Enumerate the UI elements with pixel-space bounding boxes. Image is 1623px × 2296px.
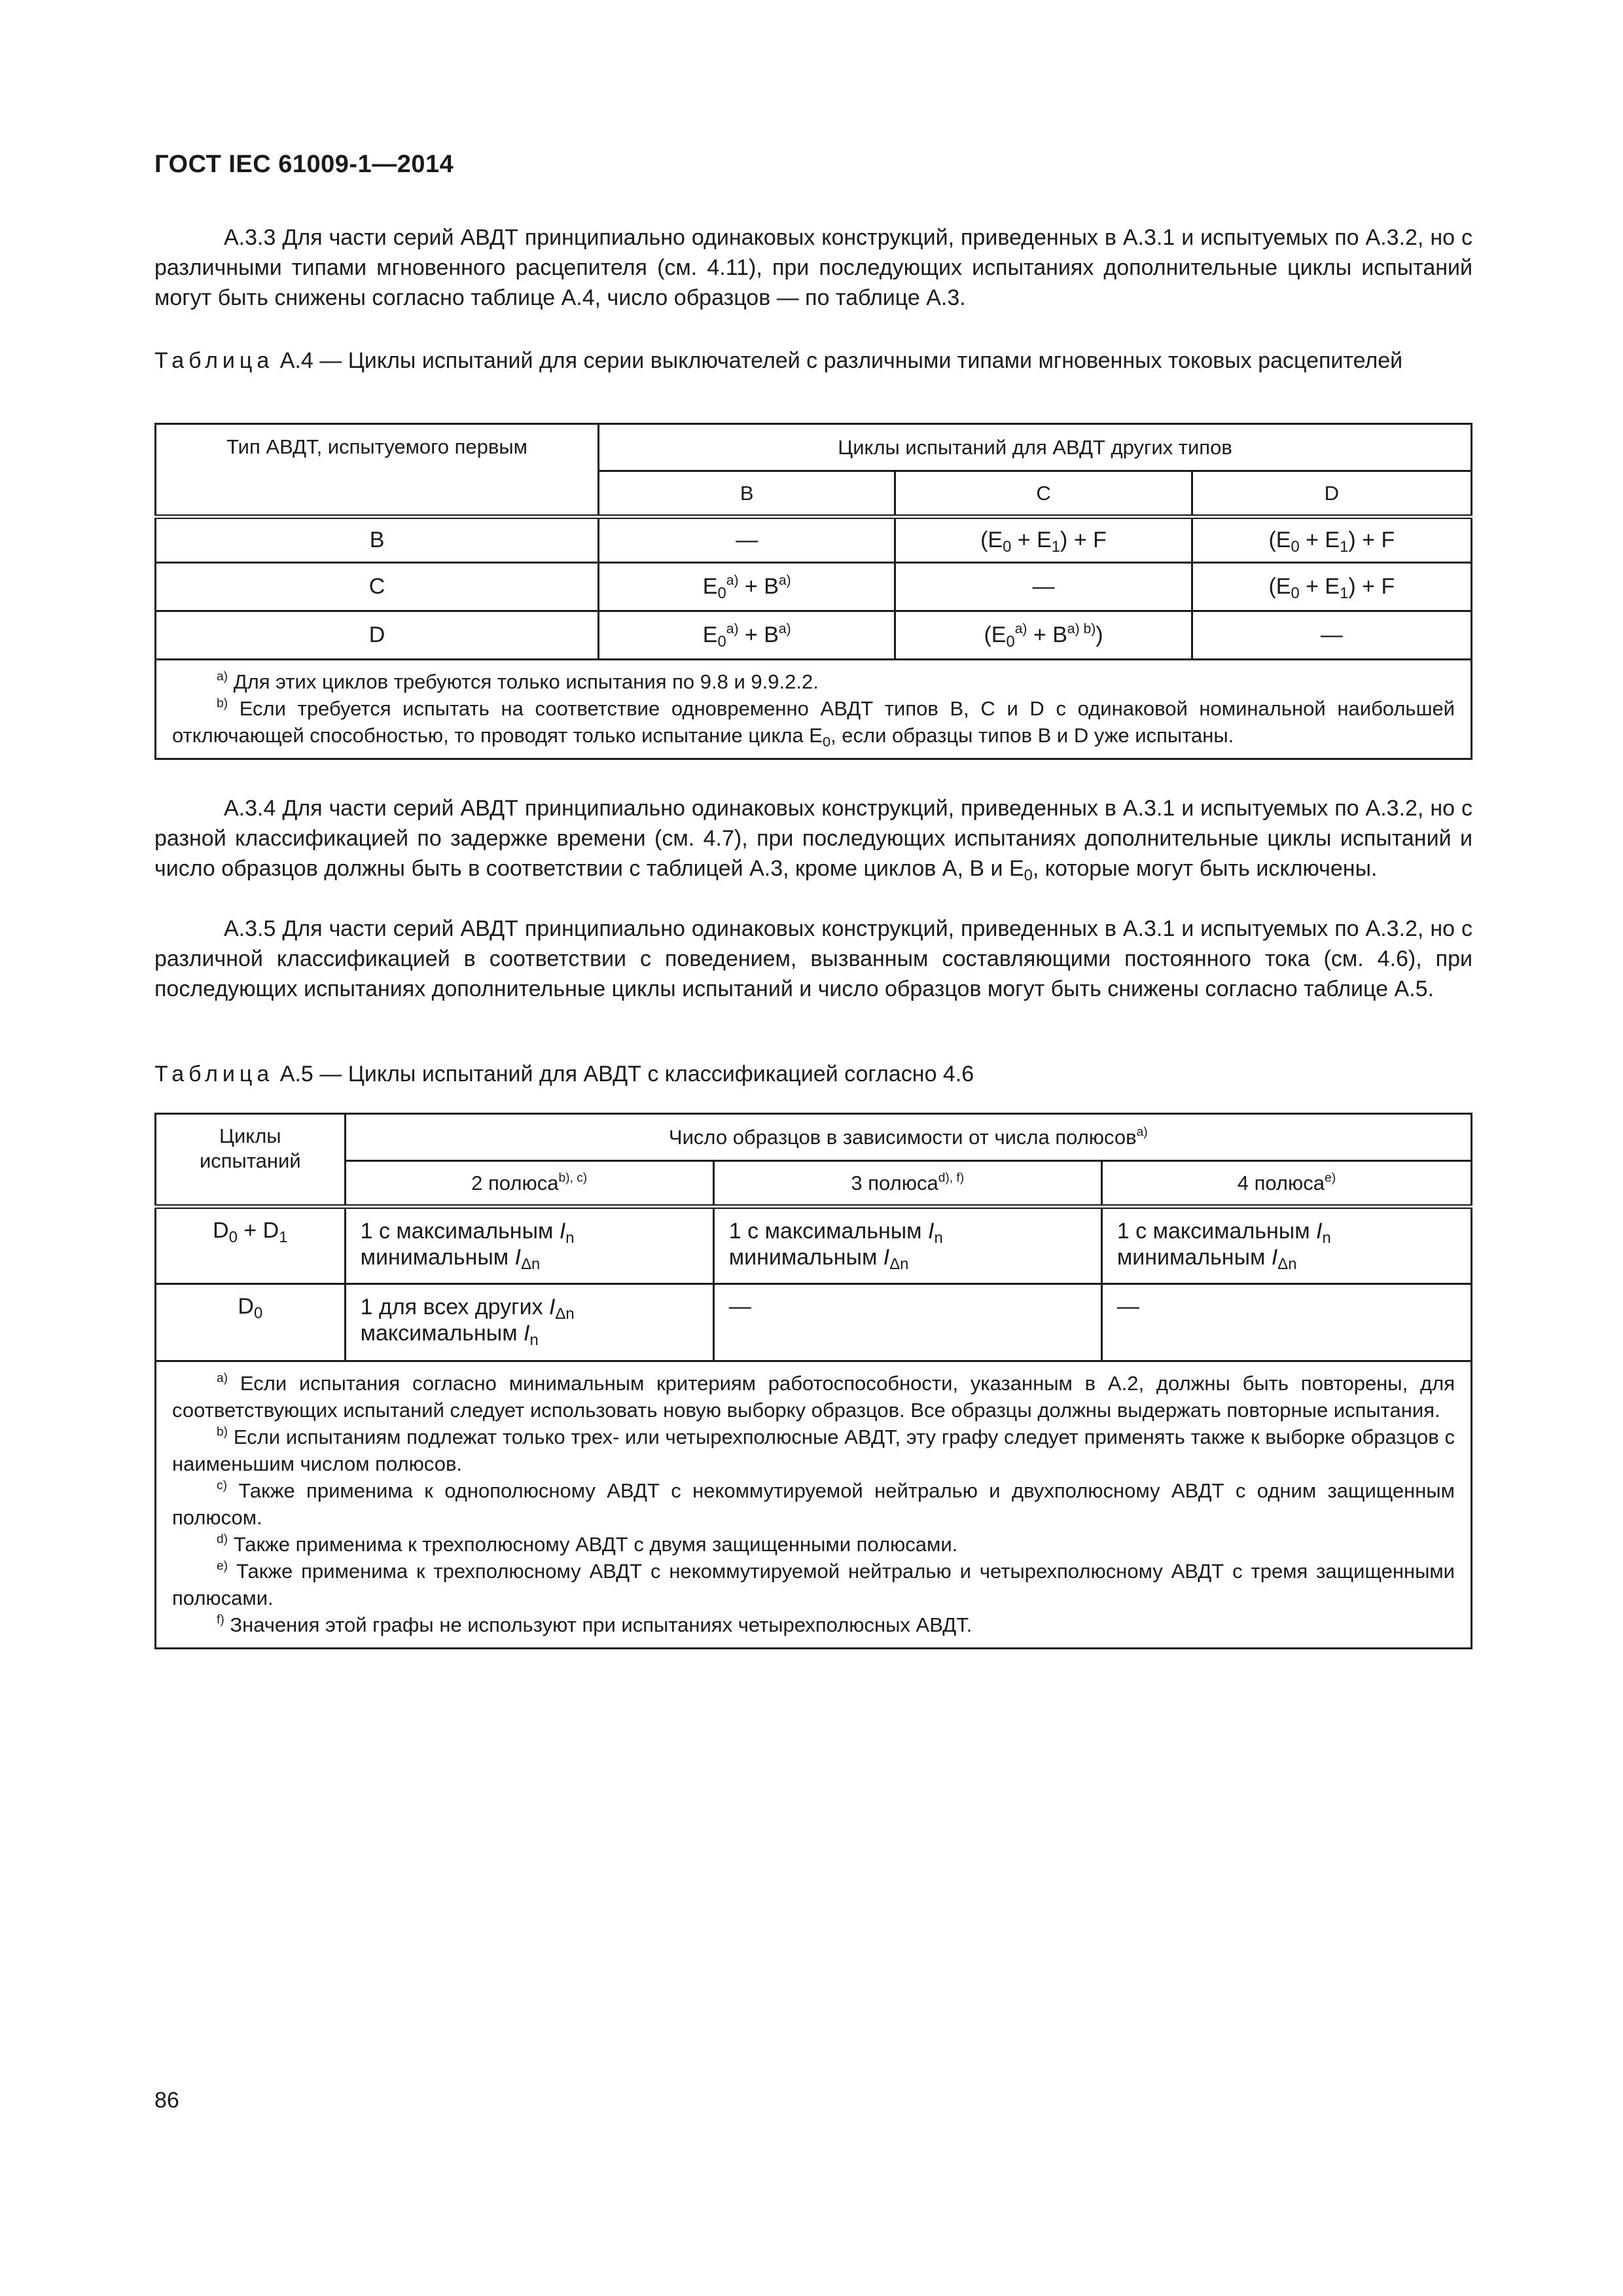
table-a4-caption: Таблица А.4 — Циклы испытаний для серии выключателей с различными типами мгновенных токовых расцепителей [154, 348, 1403, 373]
table-a5-footnotes [156, 1361, 1472, 1649]
table-a4-row-d-d: — [1192, 611, 1471, 660]
table-a4-subheader-d: D [1192, 471, 1471, 517]
table-a4-group-header: Циклы испытаний для АВДТ других типов [599, 424, 1472, 471]
table-a4-row-c-type: C [156, 563, 599, 611]
table-a4-note-b: $^{b)}$ Если требуется испытать на соответствие одновременно АВДТ типов B, C и D с одинаковой номинальной наибольшей отключающей способностью, то проводят только испытание цикла $E_0$, если образцы типов B и D уже испытаны. [172, 696, 1455, 750]
table-a5-row1-3poles: 1 с максимальным $I_n$ минимальным $I_{\Delta n}$ [713, 1207, 1101, 1284]
table-a5-col0-header: Циклы испытаний [156, 1114, 346, 1207]
table-a4-subheader-b: B [599, 471, 895, 517]
table-a5-row2-3poles: — [713, 1284, 1101, 1361]
paragraph-a35: А.3.5 Для части серий АВДТ принципиально одинаковых конструкций, приведенных в А.3.1 и испытуемых по А.3.2, но с различной классификацией в соответствии с поведением, вызванным составляющими постоянного тока (см. 4.6), при последующих испытаниях дополнительные циклы испытаний и число образцов могут быть снижены согласно таблице А.5. [154, 916, 1472, 1001]
table-a5-note-c: $^{c)}$ Также применима к однополюсному АВДТ с некоммутируемой нейтралью и двухполюсному АВДТ с одним защищенным полюсом. [172, 1479, 1455, 1529]
table-a5-subheader-2-poles: 2 полюса$^{b), c)}$ [345, 1161, 713, 1207]
table-a5-row2-4poles: — [1101, 1284, 1471, 1361]
table-a5-row2-cycle: $D_0$ [156, 1284, 346, 1361]
table-a4-col0-header: Тип АВДТ, испытуемого первым [156, 424, 599, 517]
table-a5-note-f: $^{f)}$ Значения этой графы не используют при испытаниях четырехполюсных АВДТ. [217, 1613, 972, 1636]
table-a4-row-b-b: — [599, 517, 895, 563]
table-a5-note-e: $^{e)}$ Также применима к трехполюсному АВДТ с некоммутируемой нейтралью и четырехполюсному АВДТ с тремя защищенными полюсами. [172, 1559, 1455, 1609]
paragraph-a33: А.3.3 Для части серий АВДТ принципиально одинаковых конструкций, приведенных в А.3.1 и испытуемых по А.3.2, но с различными типами мгновенного расцепителя (см. 4.11), при последующих испытаниях дополнительные циклы испытаний могут быть снижены согласно таблице А.4, число образцов — по таблице А.3. [154, 225, 1472, 310]
table-a5-row1-4poles: 1 с максимальным $I_n$ минимальным $I_{\Delta n}$ [1101, 1207, 1471, 1284]
table-a5-group-header: Число образцов в зависимости от числа полюсов$^{a)}$ [345, 1114, 1471, 1161]
table-a4-row-d-c: $(E_0^{a)} + B^{a) b)})$ [895, 611, 1192, 660]
page-number: 86 [154, 2088, 179, 2113]
table-a5-caption: Таблица А.5 — Циклы испытаний для АВДТ с классификацией согласно 4.6 [154, 1062, 974, 1086]
table-a5-subheader-4-poles: 4 полюса$^{e)}$ [1101, 1161, 1471, 1207]
table-a4-row-d-type: D [156, 611, 599, 660]
table-a5-note-a: $^{a)}$ Если испытания согласно минимальным критериям работоспособности, указанным в А.2, должны быть повторены, для соответствующих испытаний следует использовать новую выборку образцов. Все образцы должны выдержать повторные испытания. [172, 1371, 1455, 1422]
table-a4 [154, 423, 1472, 760]
table-a5-row1-2poles: 1 с максимальным $I_n$ минимальным $I_{\Delta n}$ [345, 1207, 713, 1284]
table-a4-subheader-c: C [895, 471, 1192, 517]
paragraph-a34: А.3.4 Для части серий АВДТ принципиально одинаковых конструкций, приведенных в А.3.1 и испытуемых по А.3.2, но с разной классификацией по задержке времени (см. 4.7), при последующих испытаниях дополнительные циклы испытаний и число образцов должны быть в соответствии с таблицей А.3, кроме циклов А, B и $E_0$, которые могут быть исключены. [154, 796, 1472, 885]
table-a4-row-b-c: $(E_0 + E_1) + F$ [895, 517, 1192, 563]
table-a4-row-c-b: $E_0^{a)} + B^{a)}$ [599, 563, 895, 611]
table-a5-row2-2poles: 1 для всех других $I_{\Delta n}$ максимальным $I_n$ [345, 1284, 713, 1361]
table-a4-row-c-c: — [895, 563, 1192, 611]
table-a5-row1-cycle: $D_0 + D_1$ [156, 1207, 346, 1284]
table-a4-footnotes [156, 660, 1472, 759]
table-a5-subheader-3-poles: 3 полюса$^{d), f)}$ [713, 1161, 1101, 1207]
table-a4-row-b-type: B [156, 517, 599, 563]
table-a4-row-c-d: $(E_0 + E_1) + F$ [1192, 563, 1471, 611]
table-a4-note-a: $^{a)}$ Для этих циклов требуются только испытания по 9.8 и 9.9.2.2. [217, 670, 819, 693]
table-a5-note-d: $^{d)}$ Также применима к трехполюсному АВДТ с двумя защищенными полюсами. [217, 1532, 958, 1556]
table-a4-row-b-d: $(E_0 + E_1) + F$ [1192, 517, 1471, 563]
document-header: ГОСТ IEC 61009-1—2014 [154, 151, 454, 178]
table-a5-note-b: $^{b)}$ Если испытаниям подлежат только трех- или четырехполюсные АВДТ, эту графу следует применять также к выборке образцов с наименьшим числом полюсов. [172, 1425, 1455, 1475]
table-a4-row-d-b: $E_0^{a)} + B^{a)}$ [599, 611, 895, 660]
table-a5 [154, 1113, 1472, 1649]
